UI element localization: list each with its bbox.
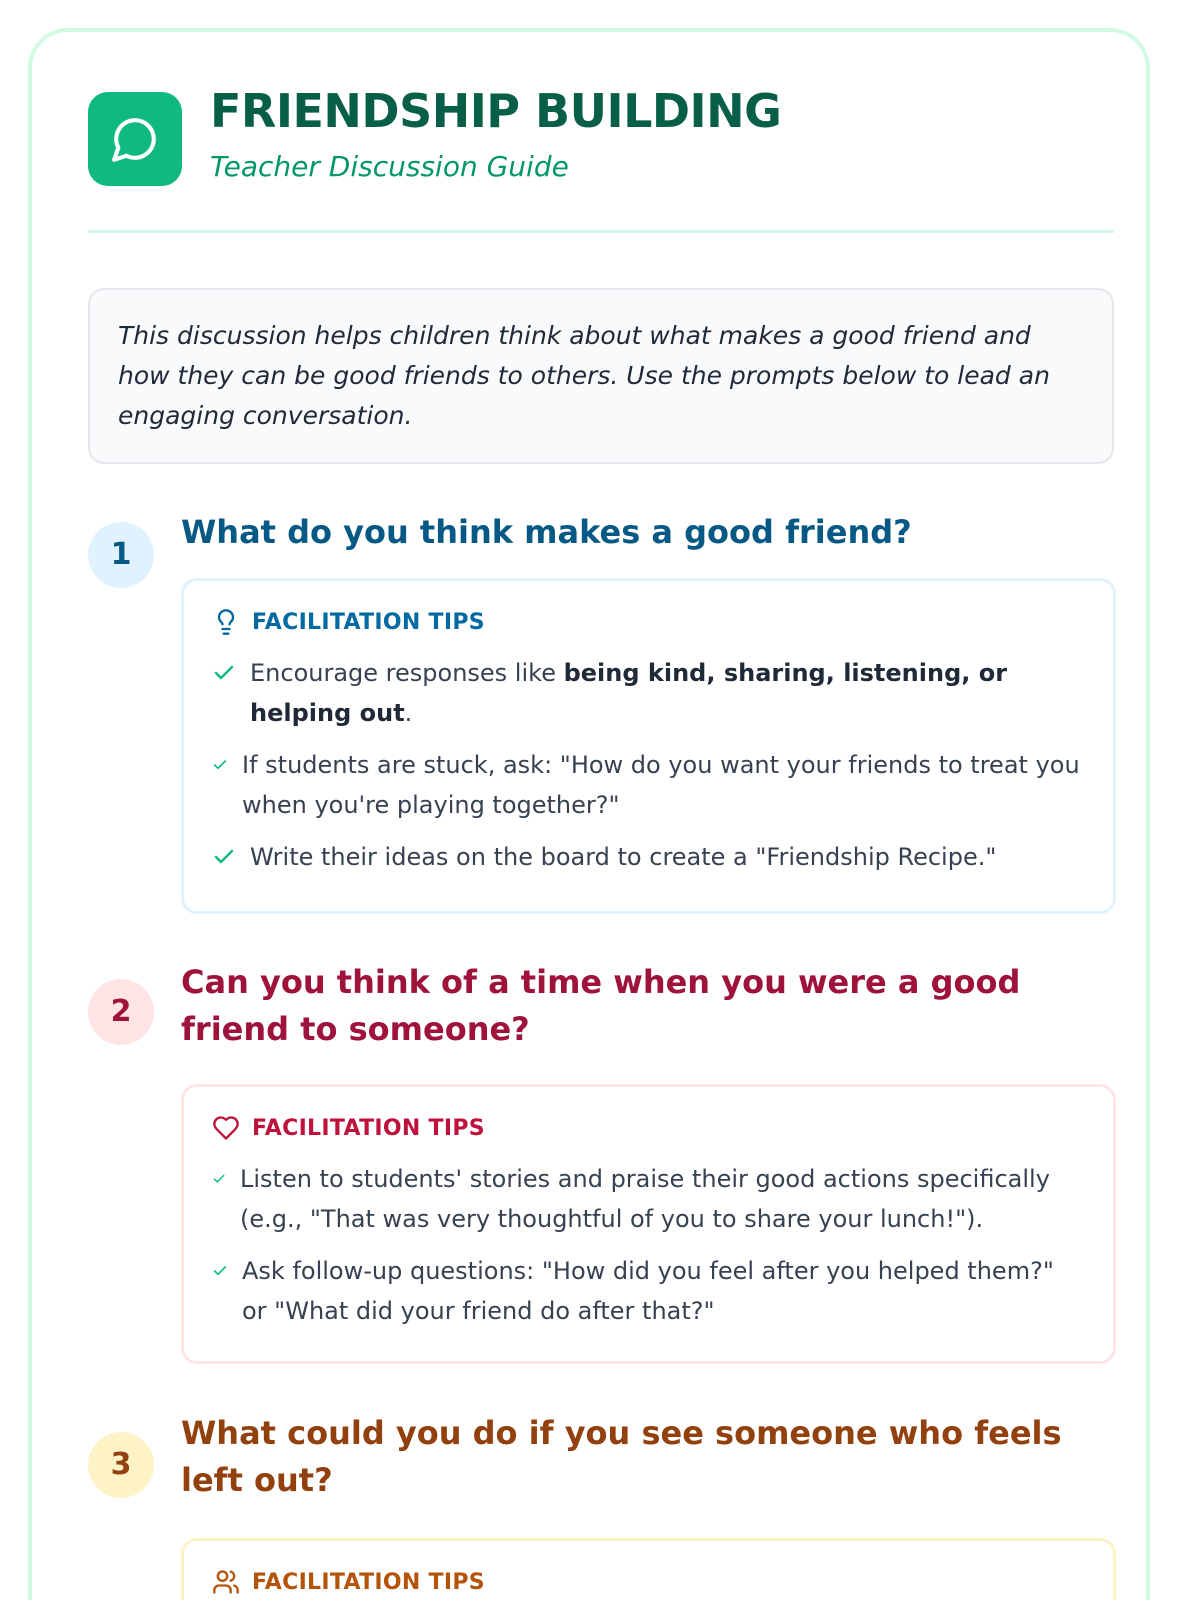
tip-item: [212, 1251, 1085, 1331]
tips-header: [212, 607, 1085, 637]
users-icon: [212, 1568, 240, 1596]
tip-text: Listen to students' stories and praise their good actions specifically (e.g., "That was very thoughtful of you to share your lunch!").: [240, 1165, 1050, 1233]
tips-header: [212, 1567, 1085, 1597]
logo: [88, 92, 182, 186]
header-divider: [88, 230, 1114, 233]
page-title: FRIENDSHIP BUILDING: [210, 84, 782, 138]
tip-text: If students are stuck, ask: "How do you want your friends to treat you when you're playing together?": [242, 751, 1080, 819]
page-subtitle: Teacher Discussion Guide: [210, 150, 569, 183]
facilitation-tips-box: [181, 578, 1116, 914]
check-icon: [212, 1259, 228, 1283]
chat-bubble-icon: [110, 114, 160, 164]
check-icon: [212, 661, 236, 685]
check-icon: [212, 753, 228, 777]
tips-label: FACILITATION TIPS: [252, 609, 485, 635]
tip-item: [212, 745, 1085, 825]
tip-text: Encourage responses like being kind, sharing, listening, or helping out.: [250, 659, 1008, 727]
tip-text: Write their ideas on the board to create a "Friendship Recipe.": [250, 843, 997, 871]
tip-item: [212, 1159, 1085, 1239]
heart-icon: [212, 1114, 240, 1142]
question-text: Can you think of a time when you were a good friend to someone?: [181, 963, 1021, 1048]
tips-header: [212, 1113, 1085, 1143]
question-number: 3: [88, 1432, 154, 1498]
tips-label: FACILITATION TIPS: [252, 1115, 485, 1141]
question-number: 1: [88, 522, 154, 588]
check-icon: [212, 845, 236, 869]
facilitation-tips-box: [181, 1538, 1116, 1600]
tip-emphasis: being kind, sharing, listening, or helping out: [250, 659, 1008, 727]
question-text: What do you think makes a good friend?: [181, 513, 912, 551]
lightbulb-icon: [212, 608, 240, 636]
tip-item: [212, 653, 1085, 733]
tip-item: [212, 837, 1085, 877]
facilitation-tips-box: [181, 1084, 1116, 1364]
tips-label: FACILITATION TIPS: [252, 1569, 485, 1595]
question-text: What could you do if you see someone who feels left out?: [181, 1414, 1062, 1499]
tip-text: Ask follow-up questions: "How did you feel after you helped them?" or "What did your friend do after that?": [242, 1257, 1054, 1325]
check-icon: [212, 1167, 226, 1191]
question-number: 2: [88, 979, 154, 1045]
intro-box: This discussion helps children think about what makes a good friend and how they can be good friends to others. Use the prompts below to lead an engaging conversation.: [88, 288, 1114, 464]
